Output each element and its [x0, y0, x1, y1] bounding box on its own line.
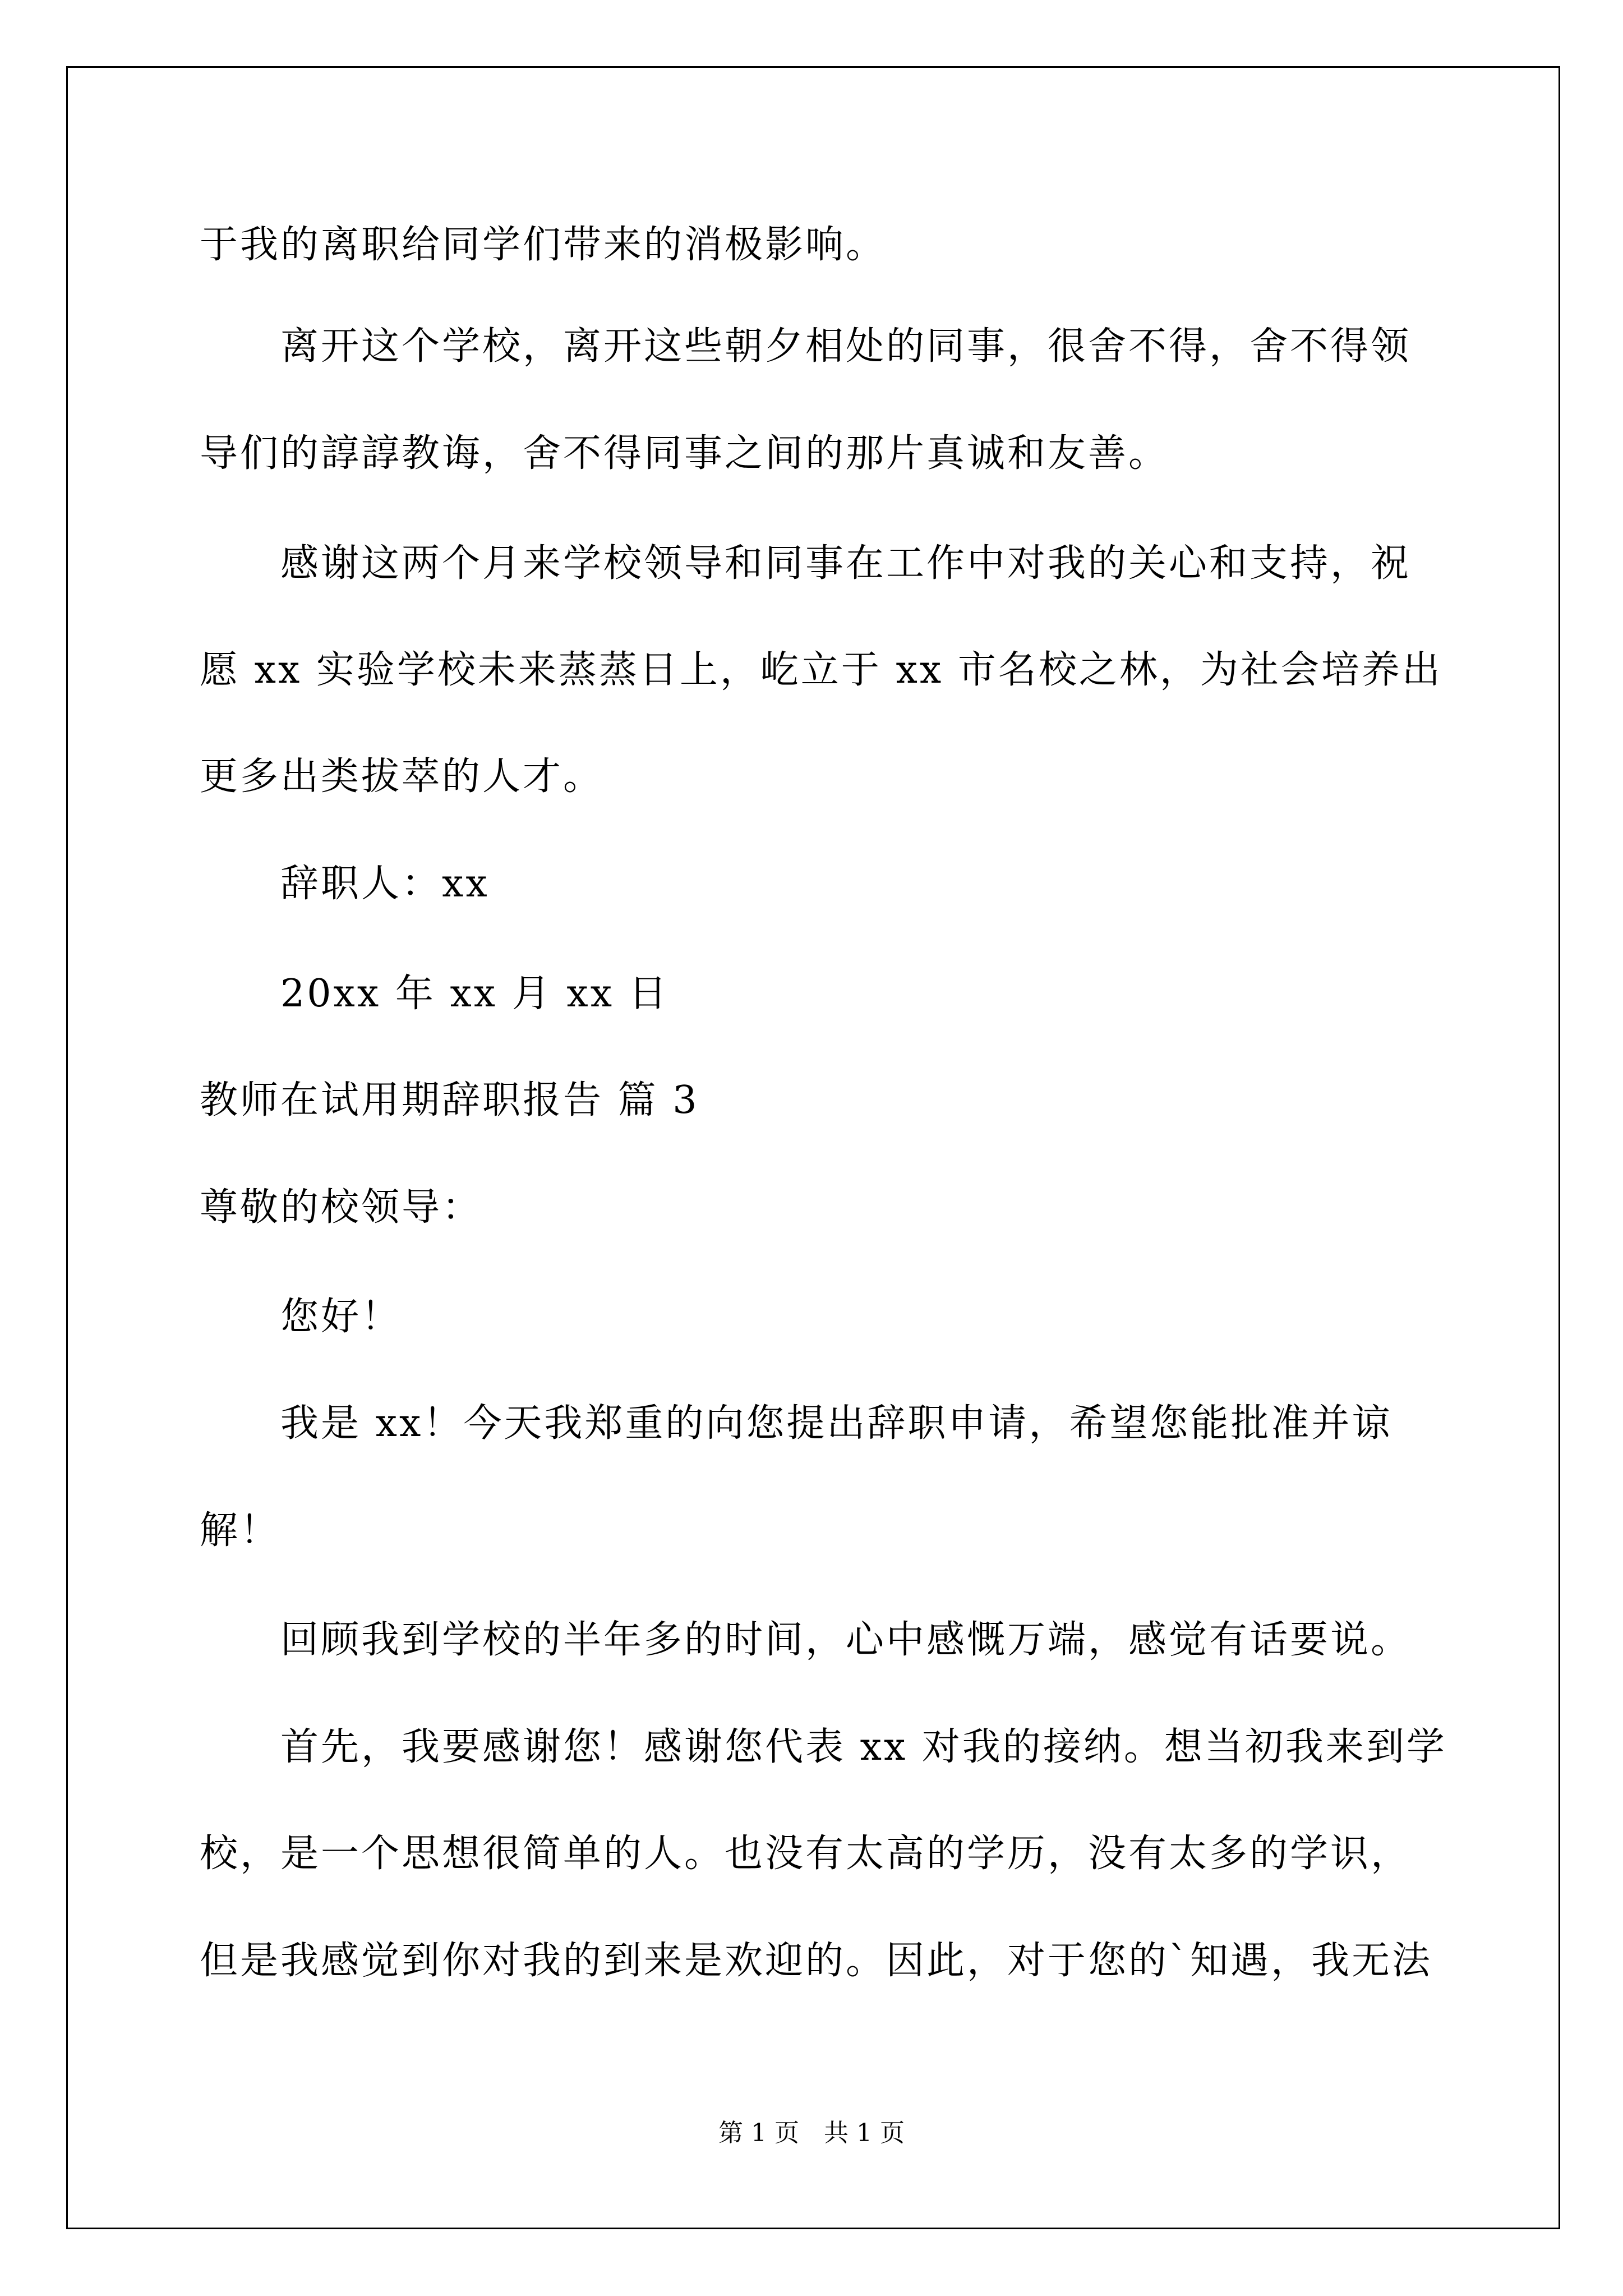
text-line: 愿 xx 实验学校未来蒸蒸日上，屹立于 xx 市名校之林，为社会培养出	[200, 648, 1442, 692]
section-title: 教师在试用期辞职报告 篇 3	[200, 1078, 699, 1122]
salutation: 尊敬的校领导：	[200, 1185, 483, 1230]
text-line: 首先，我要感谢您！感谢您代表 xx 对我的接纳。想当初我来到学	[280, 1725, 1447, 1769]
page-border	[66, 66, 1560, 2229]
text-line: 但是我感觉到你对我的到来是欢迎的。因此，对于您的`知遇，我无法	[200, 1939, 1433, 1983]
text-line: 更多出类拔萃的人才。	[200, 754, 604, 799]
greeting: 您好！	[280, 1295, 402, 1339]
text-line: 回顾我到学校的半年多的时间，心中感慨万端，感觉有话要说。	[280, 1618, 1412, 1662]
page-footer: 第 1 页 共 1 页	[718, 2119, 905, 2147]
signature-line: 辞职人：xx	[280, 862, 490, 906]
text-line: 我是 xx！今天我郑重的向您提出辞职申请，希望您能批准并谅	[280, 1401, 1393, 1446]
text-line: 导们的諄諄教诲，舍不得同事之间的那片真诚和友善。	[200, 431, 1169, 476]
text-line: 离开这个学校，离开这些朝夕相处的同事，很舍不得，舍不得领	[280, 324, 1412, 369]
text-line: 校，是一个思想很简单的人。也没有太高的学历，没有太多的学识，	[200, 1832, 1412, 1876]
text-line: 感谢这两个月来学校领导和同事在工作中对我的关心和支持，祝	[280, 541, 1412, 586]
text-line: 解！	[200, 1508, 281, 1553]
text-line: 于我的离职给同学们带来的消极影响。	[200, 223, 887, 267]
date-line: 20xx 年 xx 月 xx 日	[280, 972, 669, 1016]
